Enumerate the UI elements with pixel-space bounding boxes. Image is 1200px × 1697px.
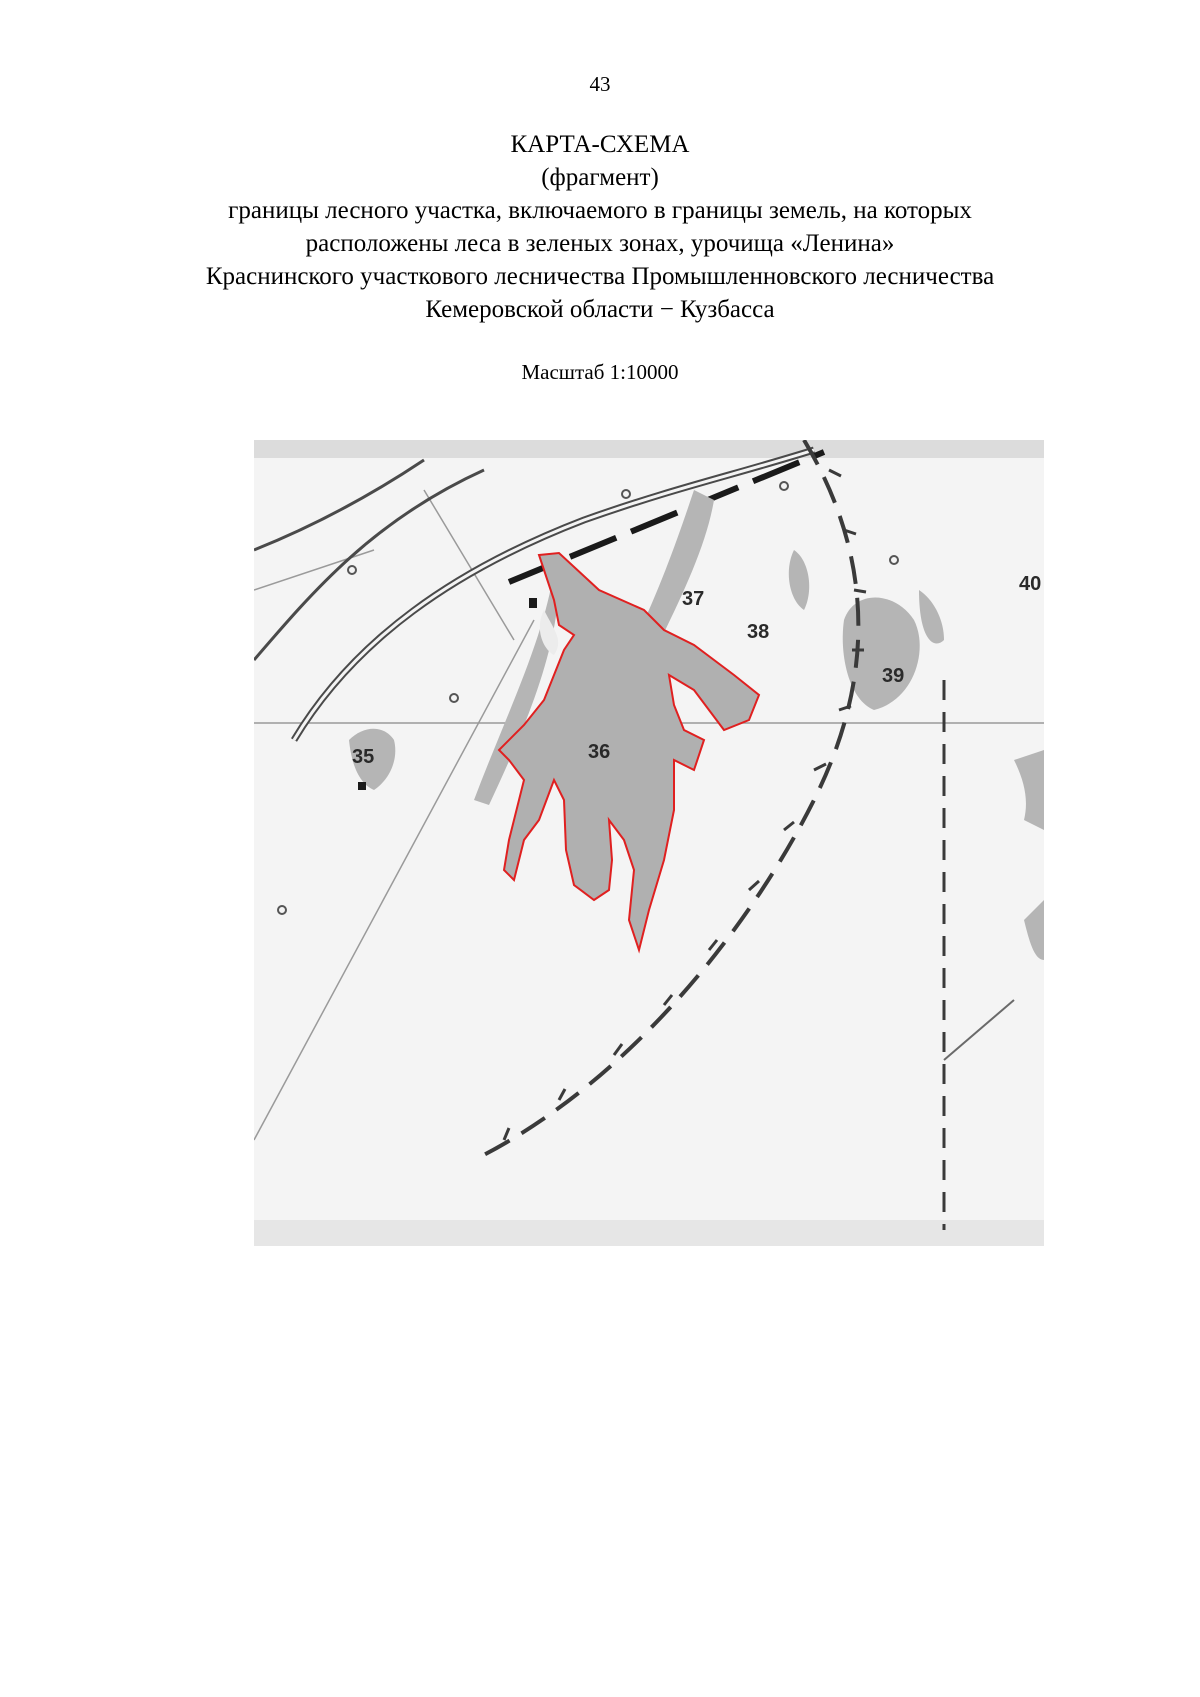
map-title: КАРТА-СХЕМА — [510, 131, 690, 158]
map-bottom-edge — [254, 1220, 1044, 1246]
description-line-4: Кемеровской области − Кузбасса — [425, 296, 775, 323]
black-marker — [358, 782, 366, 790]
description-line-1: границы лесного участка, включаемого в границы земель, на которых — [228, 197, 972, 224]
page-number: 43 — [589, 72, 611, 96]
description-line-2: расположены леса в зеленых зонах, урочища «Ленина» — [305, 230, 895, 257]
plot-label-40: 40 — [1019, 573, 1042, 595]
plot-label-38: 38 — [747, 621, 770, 643]
plot-label-39: 39 — [882, 665, 905, 687]
map-scale: Масштаб 1:10000 — [521, 360, 679, 384]
title-block — [0, 128, 1200, 326]
plot-label-36: 36 — [588, 741, 611, 763]
plot-label-35: 35 — [352, 746, 375, 768]
map-svg — [254, 440, 1044, 1246]
black-marker — [529, 598, 537, 608]
map-fragment — [254, 440, 1044, 1246]
map-subtitle: (фрагмент) — [541, 164, 659, 191]
plot-label-37: 37 — [682, 588, 705, 610]
map-top-edge — [254, 440, 1044, 458]
tick — [854, 590, 866, 592]
description-line-3: Краснинского участкового лесничества Промышленновского лесничества — [205, 263, 995, 290]
